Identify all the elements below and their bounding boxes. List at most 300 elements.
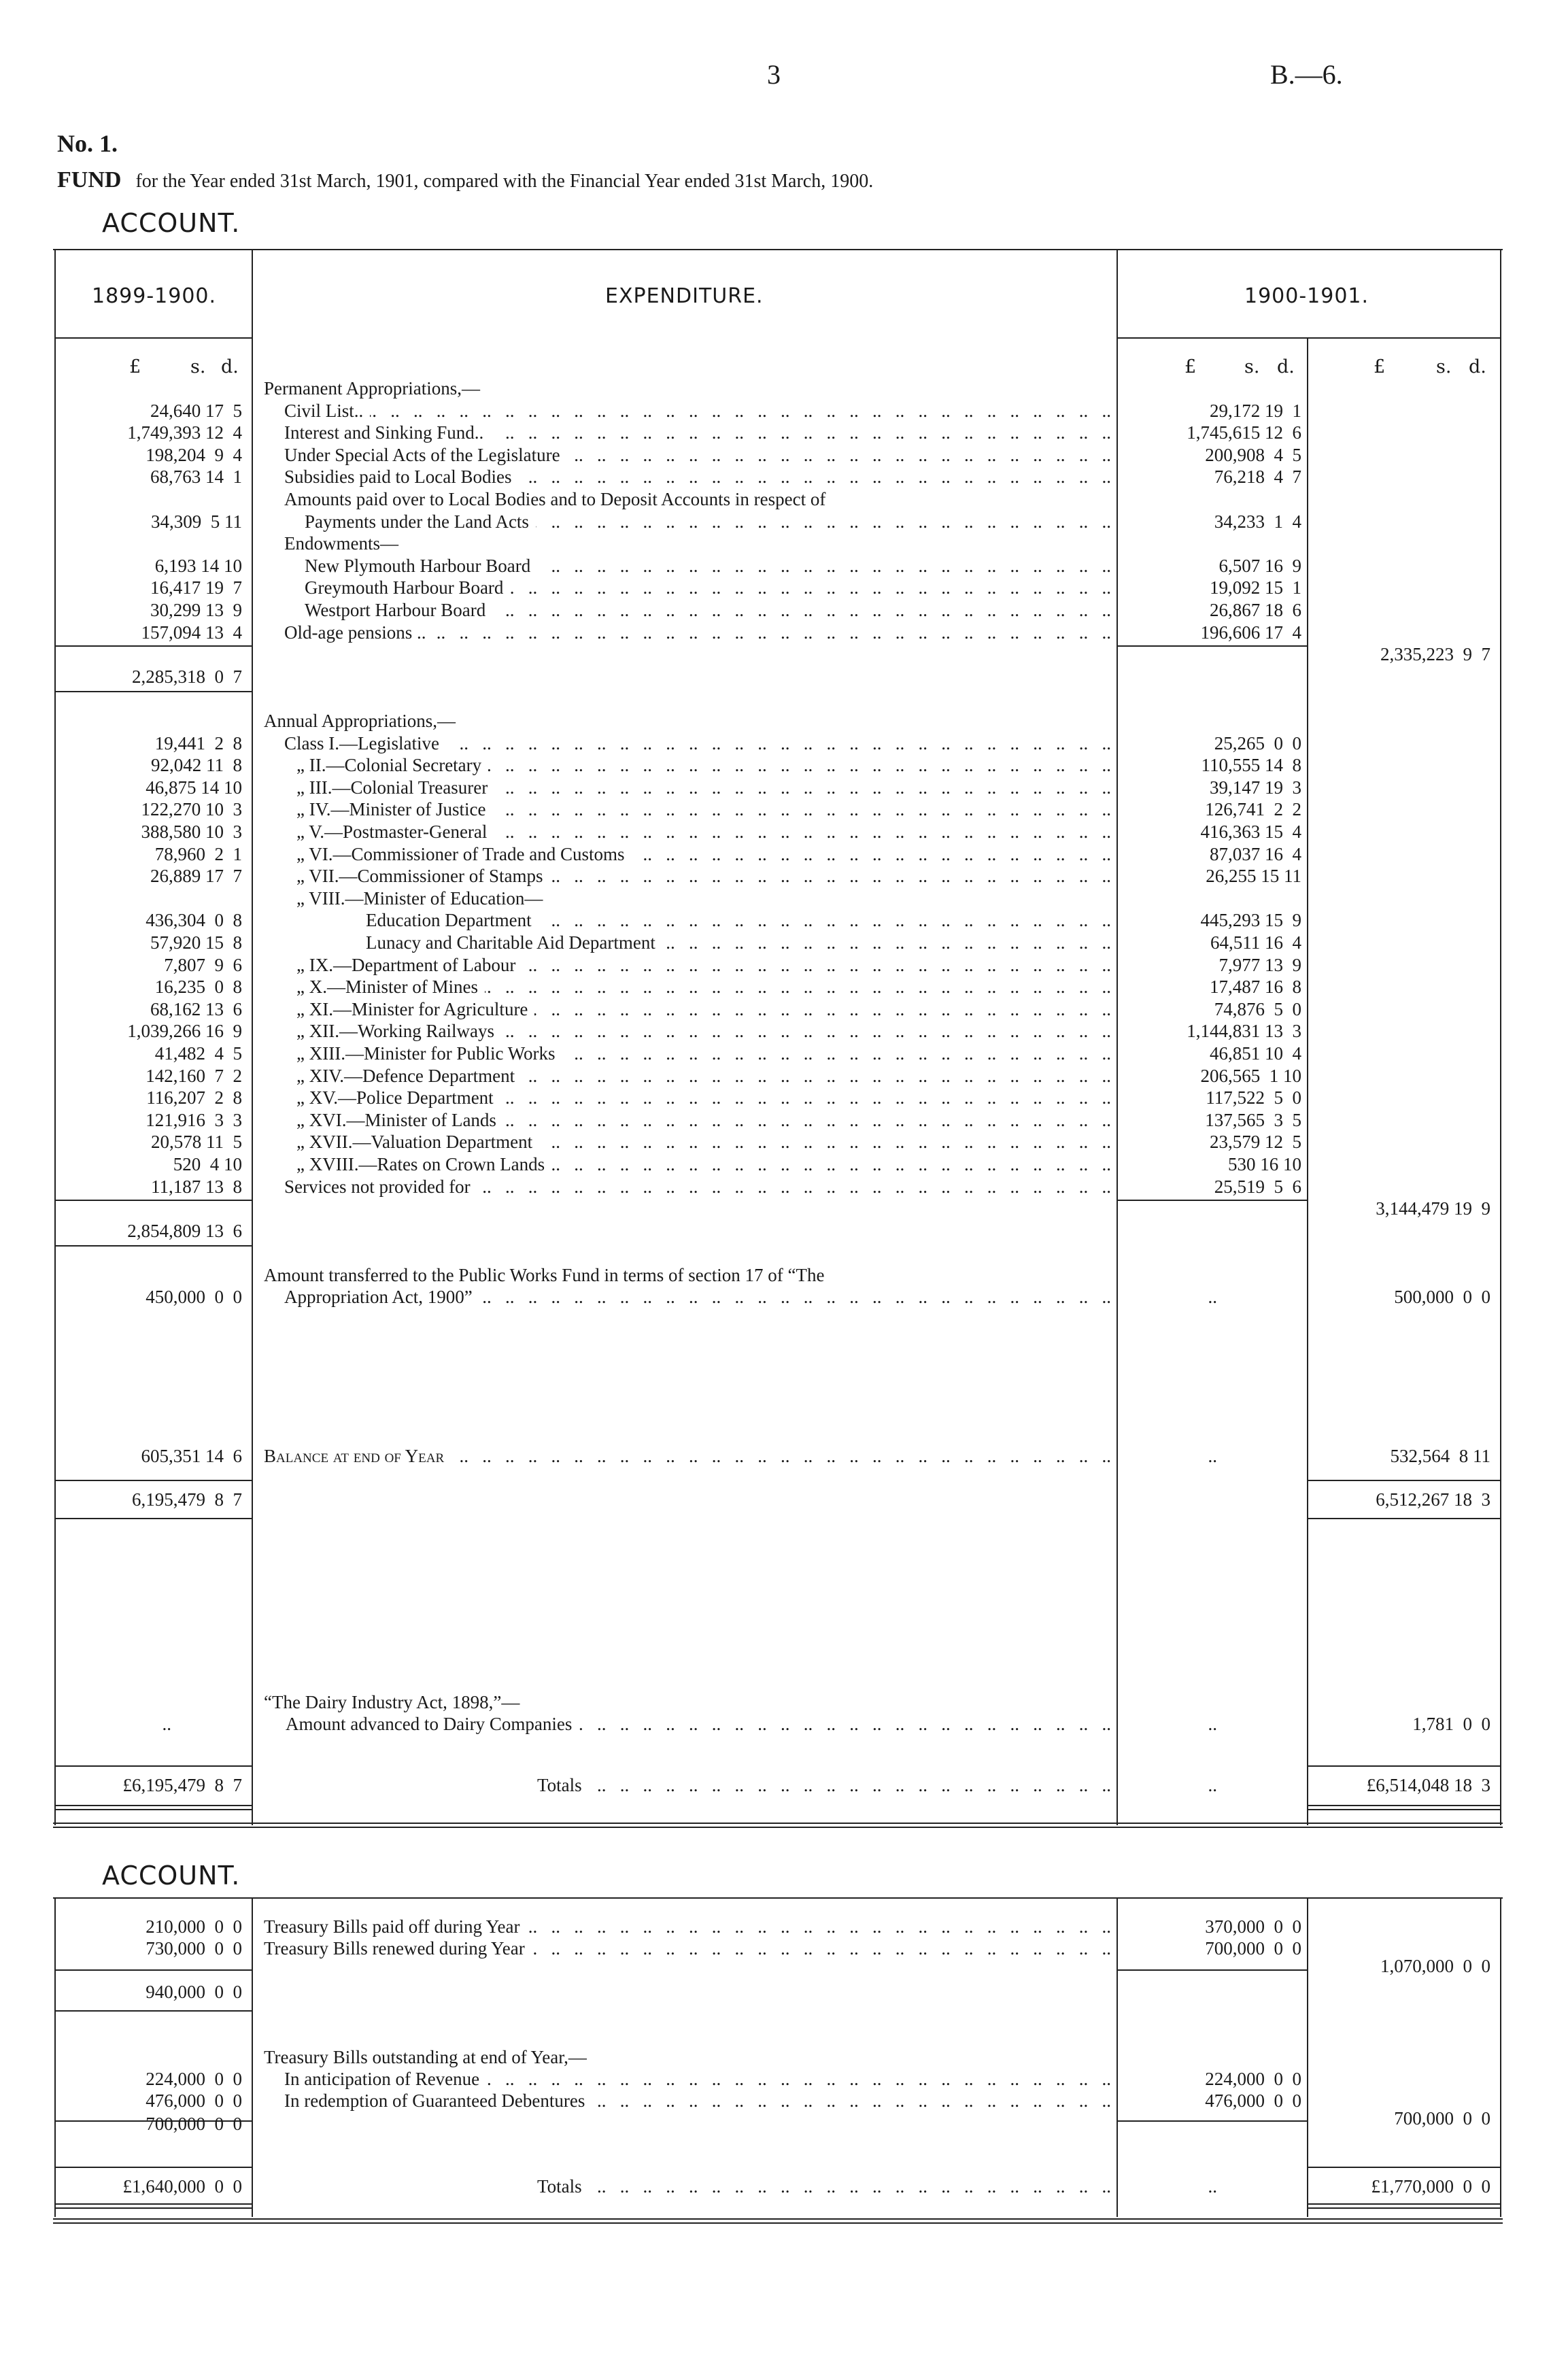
ledger-row (0, 866, 1568, 887)
ledger-row (0, 467, 1568, 488)
dairy-row-2 (0, 1714, 1568, 1735)
treasury-desc-text: In anticipation of Revenue (284, 2069, 480, 2089)
totals1-curr: .. (1208, 1775, 1217, 1795)
line-description (296, 1110, 1111, 1131)
prev-amount: 122,270 10 3 (141, 799, 242, 819)
curr-amount: 6,507 16 9 (1218, 556, 1301, 576)
line-description (296, 799, 1111, 820)
subtotal-total: 6,512,267 18 3 (1376, 1489, 1490, 1510)
prev-amount: 68,763 14 1 (150, 467, 242, 487)
curr-amount: 110,555 14 8 (1201, 755, 1301, 775)
no-label: No. 1. (57, 130, 118, 157)
line-description (366, 910, 1111, 931)
curr-amount: 25,265 0 0 (1214, 733, 1301, 753)
ledger-row (0, 733, 1568, 755)
curr-amount: 29,172 19 1 (1210, 401, 1301, 421)
curr-amount: 17,487 16 8 (1210, 977, 1301, 997)
line-description (296, 821, 1111, 843)
ledger-row (0, 1132, 1568, 1153)
dairy-desc-2 (286, 1714, 1111, 1735)
account-heading-1: ACCOUNT. (102, 208, 241, 238)
line-description (296, 1043, 1111, 1064)
transfer-desc-1: Amount transferred to the Public Works Fund in terms of section 17 of “The (264, 1265, 825, 1285)
leader-dots (477, 1176, 1111, 1198)
ledger-row (0, 955, 1568, 977)
line-description (284, 733, 1111, 754)
leader-dots (494, 777, 1111, 798)
leader-dots (527, 1916, 1112, 1937)
leader-dots (510, 577, 1111, 598)
treasury-totals-prev: £1,640,000 0 0 (122, 2176, 242, 2197)
treasury-curr: 700,000 0 0 (1205, 1938, 1301, 1959)
line-description-text: „ V.—Postmaster-General (296, 821, 488, 842)
totals1-label: Totals (537, 1775, 582, 1795)
unit-total-s: s. (1436, 356, 1452, 377)
treasury-top-rule (53, 1897, 1503, 1899)
treasury-prev-b: 700,000 0 0 (146, 2114, 242, 2134)
leader-dots (490, 422, 1111, 443)
line-description-text: „ XIV.—Defence Department (296, 1066, 515, 1086)
curr-amount: 76,218 4 7 (1214, 467, 1301, 487)
treasury-totals-total-double-rule (1307, 2203, 1501, 2209)
line-description-text: New Plymouth Harbour Board (305, 556, 531, 576)
line-description-text: „ X.—Minister of Mines (296, 977, 478, 997)
unit-curr-d: d. (1277, 356, 1295, 377)
prev-amount: 46,875 14 10 (146, 777, 242, 798)
header-curr-rule (1117, 337, 1501, 339)
unit-curr-s: s. (1244, 356, 1260, 377)
dairy-curr: .. (1208, 1714, 1217, 1734)
dairy-total: 1,781 0 0 (1412, 1714, 1490, 1734)
curr-amount: 87,037 16 4 (1210, 844, 1301, 864)
ledger-row (0, 755, 1568, 777)
ledger-row (0, 1043, 1568, 1065)
dairy-desc-1: “The Dairy Industry Act, 1898,”— (264, 1692, 520, 1712)
ledger-row (0, 711, 1568, 732)
subtotal-prev-rule-2 (54, 1518, 252, 1519)
line-description (284, 467, 1111, 488)
line-description (296, 1132, 1111, 1153)
ledger-row (0, 577, 1568, 599)
prev-amount: 20,578 11 5 (151, 1132, 242, 1152)
leader-dots (486, 2069, 1111, 2090)
leader-dots (579, 1714, 1111, 1735)
curr-amount: 206,565 1 10 (1200, 1066, 1301, 1086)
line-description-text: Endowments— (284, 533, 398, 554)
treasury-desc-text: Treasury Bills paid off during Year (264, 1916, 520, 1937)
line-description-text: „ XV.—Police Department (296, 1087, 494, 1108)
curr-amount: 117,522 5 0 (1206, 1087, 1301, 1108)
line-description (296, 1066, 1111, 1087)
ledger-row (0, 932, 1568, 954)
line-description-text: Westport Harbour Board (305, 600, 486, 620)
dairy-prev: .. (162, 1714, 171, 1734)
line-description (296, 977, 1111, 998)
treasury-prev-rule-a2 (54, 2010, 252, 2012)
line-description-text: Greymouth Harbour Board (305, 577, 504, 598)
totals1-row (0, 1775, 1568, 1797)
line-description (284, 401, 1111, 422)
ledger-row (0, 1021, 1568, 1043)
prev-amount: 436,304 0 8 (146, 910, 242, 930)
treasury-total-rule-c (1307, 2167, 1501, 2168)
page-number: 3 (767, 59, 781, 90)
treasury-totals-desc (537, 2176, 1111, 2197)
treasury-total-b: 700,000 0 0 (1394, 2108, 1490, 2129)
subtotal-prev-rule (54, 1480, 252, 1481)
line-description-text: „ XII.—Working Railways (296, 1021, 495, 1041)
header-prev-year: 1899-1900. (92, 284, 217, 308)
balance-label: Balance at end of Year (264, 1446, 445, 1466)
treasury-desc (284, 2069, 1111, 2090)
line-description-text: Old-age pensions .. (284, 622, 426, 643)
treasury-desc-text: Treasury Bills renewed during Year (264, 1938, 525, 1959)
prev-amount: 388,580 10 3 (141, 821, 242, 842)
ledger-row (0, 777, 1568, 799)
prev-amount: 2,285,318 0 7 (132, 666, 242, 687)
line-description (296, 844, 1111, 865)
fund-title (57, 167, 873, 193)
leader-dots (539, 910, 1111, 931)
prev-amount: 68,162 13 6 (150, 999, 242, 1019)
leader-dots (500, 1087, 1111, 1108)
line-description-text: „ XVII.—Valuation Department (296, 1132, 533, 1152)
line-description (284, 1176, 1111, 1198)
treasury-prev: 210,000 0 0 (146, 1916, 242, 1937)
line-description-text: Lunacy and Charitable Aid Department (366, 932, 655, 953)
ledger-row (0, 821, 1568, 843)
prev-amount: 30,299 13 9 (150, 600, 242, 620)
prev-amount: 7,807 9 6 (164, 955, 242, 975)
prev-amount: 24,640 17 5 (150, 401, 242, 421)
line-description (296, 888, 1111, 909)
ledger-row (0, 666, 1568, 688)
fund-title-rest: for the Year ended 31st March, 1901, compared with the Financial Year ended 31st March, 1900. (135, 171, 874, 192)
ledger-row (0, 556, 1568, 577)
treasury-desc (264, 1916, 1111, 1937)
ledger-row (0, 888, 1568, 910)
leader-dots (589, 2176, 1111, 2197)
curr-amount: 196,606 17 4 (1200, 622, 1301, 643)
line-description (284, 622, 1111, 643)
leader-dots (537, 556, 1111, 577)
line-description-text: „ XI.—Minister for Agriculture (296, 999, 528, 1019)
leader-dots (567, 445, 1111, 466)
prev-amount: 78,960 2 1 (154, 844, 242, 864)
line-description (366, 932, 1111, 953)
line-description-text: Payments under the Land Acts (305, 511, 529, 532)
leader-dots (632, 844, 1111, 865)
totals1-prev: £6,195,479 8 7 (122, 1775, 242, 1795)
prev-amount: 41,482 4 5 (154, 1043, 242, 1064)
treasury-totals-label: Totals (537, 2176, 582, 2197)
treasury-curr: 224,000 0 0 (1205, 2069, 1301, 2089)
curr-amount: 1,144,831 13 3 (1187, 1021, 1301, 1041)
transfer-row-1 (0, 1265, 1568, 1287)
leader-dots (501, 1021, 1111, 1042)
curr-amount: 46,851 10 4 (1210, 1043, 1301, 1064)
totals1-total-double-rule (1307, 1805, 1501, 1810)
leader-dots (479, 1287, 1111, 1308)
fund-word: FUND (57, 167, 122, 192)
ledger-row (0, 1176, 1568, 1198)
unit-prev-s: s. (190, 356, 206, 377)
curr-amount: 39,147 19 3 (1210, 777, 1301, 798)
line-description-text: „ IX.—Department of Labour (296, 955, 516, 975)
ledger-row (0, 378, 1568, 400)
line-description-text: Subsidies paid to Local Bodies (284, 467, 512, 487)
section-total: 3,144,479 19 9 (1376, 1198, 1490, 1219)
ledger-row (0, 644, 1568, 666)
prev-amount: 26,889 17 7 (150, 866, 242, 886)
treasury-total-b-row (0, 2088, 1568, 2129)
balance-desc (264, 1446, 1111, 1467)
line-description-text: Permanent Appropriations,— (264, 378, 480, 399)
treasury-totals-prev-double-rule (54, 2203, 252, 2209)
line-description-text: Annual Appropriations,— (264, 711, 456, 731)
header-prev-rule (54, 337, 252, 339)
curr-amount: 25,519 5 6 (1214, 1176, 1301, 1197)
line-description-text: Civil List.. (284, 401, 364, 421)
leader-dots (589, 1775, 1111, 1796)
ledger-row (0, 422, 1568, 444)
dairy-row-1 (0, 1692, 1568, 1714)
prev-amount: 6,193 14 10 (154, 556, 242, 576)
ledger-row (0, 999, 1568, 1021)
totals1-total: £6,514,048 18 3 (1366, 1775, 1490, 1795)
treasury-desc-text: In redemption of Guaranteed Debentures (284, 2090, 585, 2111)
line-description (264, 711, 1111, 732)
transfer-desc-2-text: Appropriation Act, 1900” (284, 1287, 473, 1307)
leader-dots (485, 977, 1111, 998)
leader-dots (539, 1132, 1111, 1153)
treasury-prev-a-row (0, 1982, 1568, 2003)
balance-prev: 605,351 14 6 (141, 1446, 242, 1466)
ledger-row (0, 1066, 1568, 1087)
leader-dots (370, 401, 1111, 422)
line-description (284, 422, 1111, 443)
prev-amount: 157,094 13 4 (141, 622, 242, 643)
line-description (305, 577, 1111, 598)
ledger-row (0, 533, 1568, 555)
line-description-text: Under Special Acts of the Legislature (284, 445, 560, 465)
ledger-row (0, 688, 1568, 710)
line-description (305, 511, 1111, 532)
leader-dots (562, 1043, 1111, 1064)
treasury-total-a-row (0, 1956, 1568, 1978)
treasury-heading-row (0, 2047, 1568, 2069)
subtotal-rule (54, 1245, 252, 1247)
treasury-totals-row (0, 2176, 1568, 2198)
leader-dots (536, 511, 1111, 532)
curr-amount: 445,293 15 9 (1200, 910, 1301, 930)
line-description (296, 866, 1111, 887)
ledger-row (0, 489, 1568, 511)
curr-amount: 530 16 10 (1228, 1154, 1301, 1174)
line-description-text: Services not provided for (284, 1176, 471, 1197)
leader-dots (522, 955, 1111, 976)
ledger-row (0, 1221, 1568, 1242)
unit-total-pound: £ (1374, 356, 1386, 377)
prev-amount: 121,916 3 3 (146, 1110, 242, 1130)
leader-dots (522, 1066, 1111, 1087)
totals1-prev-double-rule (54, 1805, 252, 1810)
prev-amount: 16,235 0 8 (154, 977, 242, 997)
prev-amount: 19,441 2 8 (154, 733, 242, 753)
prev-amount: 11,187 13 8 (151, 1176, 242, 1197)
page-code: B.—6. (1270, 59, 1343, 90)
totals1-total-rule (1307, 1765, 1501, 1767)
leader-dots (492, 799, 1111, 820)
line-description (284, 533, 1111, 554)
ledger-row (0, 401, 1568, 422)
treasury-prev: 224,000 0 0 (146, 2069, 242, 2089)
subtotal-total-rule (1307, 1480, 1501, 1481)
balance-total: 532,564 8 11 (1390, 1446, 1490, 1466)
curr-amount: 7,977 13 9 (1218, 955, 1301, 975)
balance-curr: .. (1208, 1446, 1217, 1466)
transfer-curr: .. (1208, 1287, 1217, 1307)
ledger-row (0, 799, 1568, 821)
header-curr-year: 1900-1901. (1244, 284, 1369, 308)
line-description-text: Education Department (366, 910, 532, 930)
line-description (305, 556, 1111, 577)
treasury-prev: 476,000 0 0 (146, 2090, 242, 2111)
line-description-text: „ VI.—Commissioner of Trade and Customs (296, 844, 625, 864)
line-description (284, 445, 1111, 466)
transfer-prev: 450,000 0 0 (146, 1287, 242, 1307)
unit-prev-d: d. (221, 356, 239, 377)
transfer-row-2 (0, 1287, 1568, 1308)
prev-amount: 116,207 2 8 (146, 1087, 242, 1108)
ledger-row (0, 844, 1568, 866)
ledger-row (0, 600, 1568, 622)
curr-amount: 74,876 5 0 (1214, 999, 1301, 1019)
leader-dots (503, 1110, 1111, 1131)
prev-amount: 198,204 9 4 (146, 445, 242, 465)
ledger-row (0, 1087, 1568, 1109)
prev-amount: 142,160 7 2 (146, 1066, 242, 1086)
line-description (296, 1021, 1111, 1042)
prev-amount: 34,309 5 11 (151, 511, 242, 532)
line-description-text: Class I.—Legislative (284, 733, 439, 753)
prev-amount: 57,920 15 8 (150, 932, 242, 953)
line-description (296, 777, 1111, 798)
balance-row (0, 1446, 1568, 1468)
leader-dots (494, 821, 1111, 843)
line-description-text: „ II.—Colonial Secretary (296, 755, 482, 775)
leader-dots (446, 733, 1111, 754)
line-description (264, 378, 1111, 399)
treasury-heading: Treasury Bills outstanding at end of Year,— (264, 2047, 587, 2067)
leader-dots (451, 1446, 1111, 1467)
line-description-text: „ VIII.—Minister of Education— (296, 888, 543, 909)
line-description-text: „ III.—Colonial Treasurer (296, 777, 488, 798)
leader-dots (492, 600, 1111, 621)
curr-amount: 19,092 15 1 (1210, 577, 1301, 598)
line-description (296, 955, 1111, 976)
line-description (296, 1087, 1111, 1108)
line-description-text: Amounts paid over to Local Bodies and to Deposit Accounts in respect of (284, 489, 826, 509)
ledger-row (0, 445, 1568, 467)
prev-amount: 92,042 11 8 (151, 755, 242, 775)
leader-dots (534, 999, 1111, 1020)
unit-total-d: d. (1469, 356, 1486, 377)
curr-amount: 416,363 15 4 (1200, 821, 1301, 842)
curr-amount: 23,579 12 5 (1210, 1132, 1301, 1152)
line-description (296, 755, 1111, 776)
treasury-bottom-double-rule (53, 2218, 1503, 2224)
treasury-prev: 730,000 0 0 (146, 1938, 242, 1959)
ledger-row (0, 1154, 1568, 1176)
subtotal-row (0, 1489, 1568, 1511)
account-heading-2: ACCOUNT. (102, 1861, 241, 1891)
dairy-desc-2-text: Amount advanced to Dairy Companies (286, 1714, 573, 1734)
treasury-totals-total: £1,770,000 0 0 (1371, 2176, 1490, 2197)
transfer-total: 500,000 0 0 (1394, 1287, 1490, 1307)
line-description (284, 489, 1111, 510)
leader-dots (488, 755, 1111, 776)
table-top-rule (53, 249, 1503, 250)
line-description (305, 600, 1111, 621)
line-description-text: „ XVIII.—Rates on Crown Lands (296, 1154, 545, 1174)
subtotal-total-rule-2 (1307, 1518, 1501, 1519)
treasury-prev-rule-c (54, 2167, 252, 2168)
curr-amount: 26,255 15 11 (1206, 866, 1301, 886)
section-total: 2,335,223 9 7 (1380, 644, 1490, 664)
line-description-text: „ VII.—Commissioner of Stamps (296, 866, 543, 886)
curr-amount: 26,867 18 6 (1210, 600, 1301, 620)
leader-dots (662, 932, 1111, 953)
ledger-row (0, 622, 1568, 644)
totals1-desc (537, 1775, 1111, 1796)
header-expenditure: EXPENDITURE. (605, 284, 764, 308)
line-description-text: „ XVI.—Minister of Lands (296, 1110, 496, 1130)
line-description (296, 1154, 1111, 1175)
treasury-total-a: 1,070,000 0 0 (1380, 1956, 1490, 1976)
treasury-row (0, 1916, 1568, 1938)
prev-amount: 1,039,266 16 9 (127, 1021, 242, 1041)
treasury-prev-a: 940,000 0 0 (146, 1982, 242, 2002)
subtotal-prev: 6,195,479 8 7 (132, 1489, 242, 1510)
line-description (296, 999, 1111, 1020)
leader-dots (549, 866, 1111, 887)
leader-dots (518, 467, 1111, 488)
ledger-row (0, 511, 1568, 533)
line-description-text: „ XIII.—Minister for Public Works (296, 1043, 556, 1064)
curr-amount: 200,908 4 5 (1205, 445, 1301, 465)
treasury-curr: 370,000 0 0 (1205, 1916, 1301, 1937)
curr-amount: 34,233 1 4 (1214, 511, 1301, 532)
curr-amount: 137,565 3 5 (1205, 1110, 1301, 1130)
ledger-row (0, 1110, 1568, 1132)
transfer-desc-2 (284, 1287, 1111, 1308)
unit-prev-pound: £ (129, 356, 141, 377)
table-bottom-double-rule (53, 1823, 1503, 1828)
treasury-prev-b-row (0, 2114, 1568, 2135)
curr-amount: 1,745,615 12 6 (1187, 422, 1301, 443)
treasury-curr: 476,000 0 0 (1205, 2090, 1301, 2111)
ledger-row (0, 1198, 1568, 1220)
line-description-text: „ IV.—Minister of Justice (296, 799, 486, 819)
line-description-text: Interest and Sinking Fund.. (284, 422, 484, 443)
totals1-prev-rule (54, 1765, 252, 1767)
ledger-row (0, 910, 1568, 932)
ledger-row (0, 977, 1568, 998)
curr-amount: 126,741 2 2 (1205, 799, 1301, 819)
prev-amount: 1,749,393 12 4 (127, 422, 242, 443)
unit-curr-pound: £ (1184, 356, 1197, 377)
